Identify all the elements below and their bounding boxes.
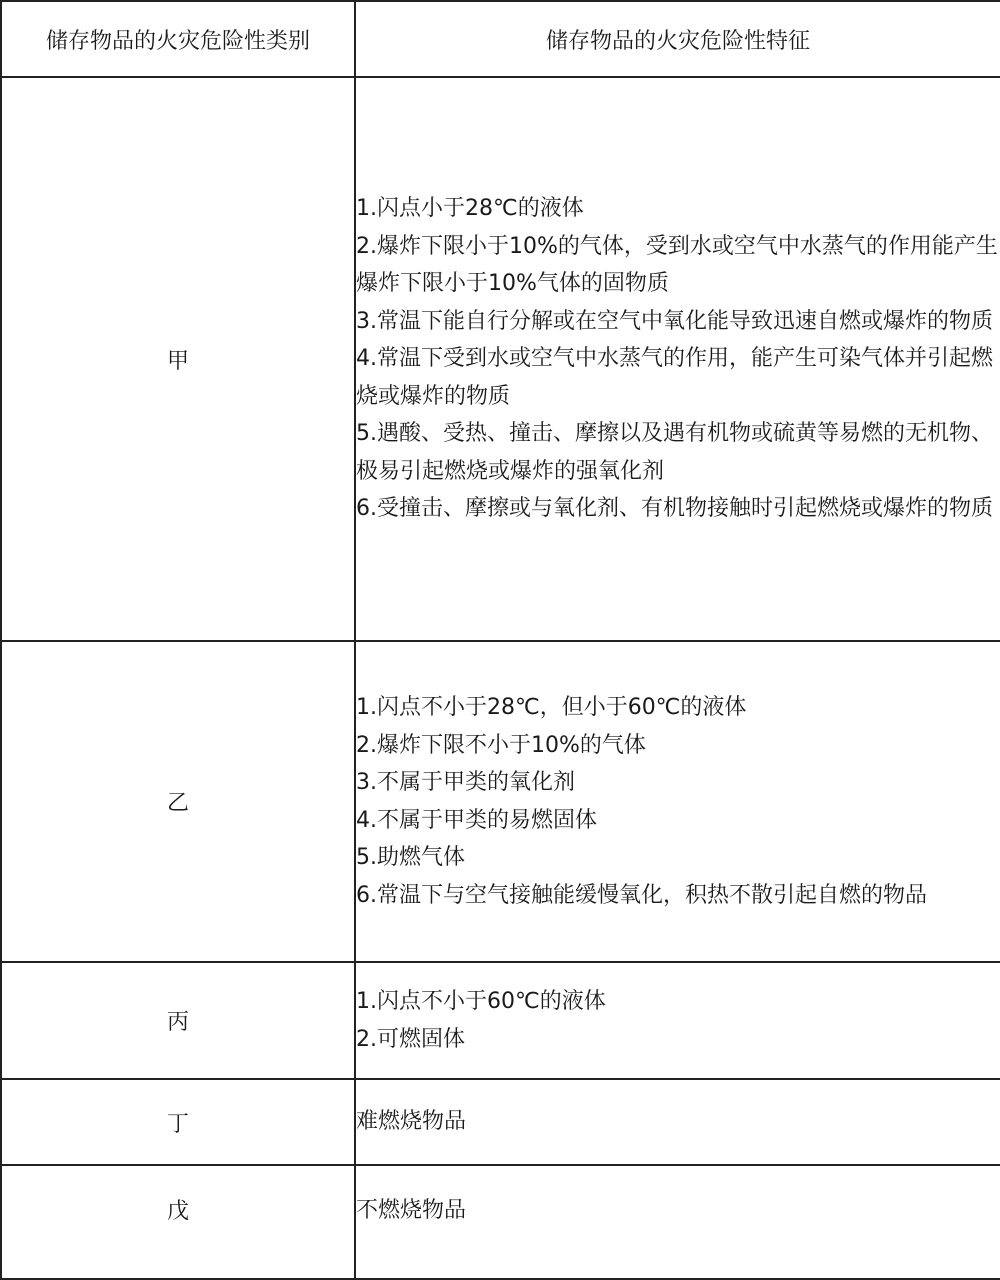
header-category: 储存物品的火灾危险性类别 — [1, 1, 355, 77]
features-cell — [355, 77, 1000, 641]
header-features: 储存物品的火灾危险性特征 — [355, 1, 1000, 77]
feature-item: 不燃烧物品 — [356, 1198, 467, 1223]
feature-item: 3.不属于甲类的氧化剂 — [356, 770, 575, 795]
feature-item: 3.常温下能自行分解或在空气中氧化能导致迅速自燃或爆炸的物质 — [356, 308, 993, 334]
category-cell: 戊 — [1, 1165, 355, 1279]
table-row — [1, 1165, 1000, 1279]
feature-item: 2.可燃固体 — [356, 1026, 465, 1052]
features-cell — [355, 962, 1000, 1079]
feature-item: 难燃烧物品 — [356, 1109, 467, 1135]
category-cell: 丁 — [1, 1079, 355, 1165]
feature-item: 1.闪点小于28℃的液体 — [356, 196, 584, 222]
feature-item: 4.不属于甲类的易燃固体 — [356, 807, 597, 833]
feature-item: 2.爆炸下限小于10%的气体，受到水或空气中水蒸气的作用能产生爆炸下限小于10%气体的固物质 — [356, 233, 998, 297]
feature-item: 1.闪点不小于60℃的液体 — [356, 989, 606, 1014]
feature-item: 5.遇酸、受热、撞击、摩擦以及遇有机物或硫黄等易燃的无机物、极易引起燃烧或爆炸的强氧化剂 — [356, 421, 993, 484]
table-row — [1, 1079, 1000, 1165]
feature-item: 1.闪点不小于28℃，但小于60℃的液体 — [356, 695, 747, 720]
table-row — [1, 962, 1000, 1079]
table-row — [1, 641, 1000, 962]
feature-item: 4.常温下受到水或空气中水蒸气的作用，能产生可染气体并引起燃烧或爆炸的物质 — [356, 346, 993, 409]
category-cell: 丙 — [1, 962, 355, 1079]
features-cell — [355, 1079, 1000, 1165]
feature-item: 5.助燃气体 — [356, 845, 465, 870]
feature-item: 6.常温下与空气接触能缓慢氧化，积热不散引起自燃的物品 — [356, 882, 927, 908]
features-cell — [355, 641, 1000, 962]
category-cell: 甲 — [1, 77, 355, 641]
category-cell: 乙 — [1, 641, 355, 962]
table-row — [1, 77, 1000, 641]
features-cell — [355, 1165, 1000, 1279]
feature-item: 2.爆炸下限不小于10%的气体 — [356, 732, 646, 758]
table-header-row — [1, 1, 1000, 77]
feature-item: 6.受撞击、摩擦或与氧化剂、有机物接触时引起燃烧或爆炸的物质 — [356, 496, 993, 522]
